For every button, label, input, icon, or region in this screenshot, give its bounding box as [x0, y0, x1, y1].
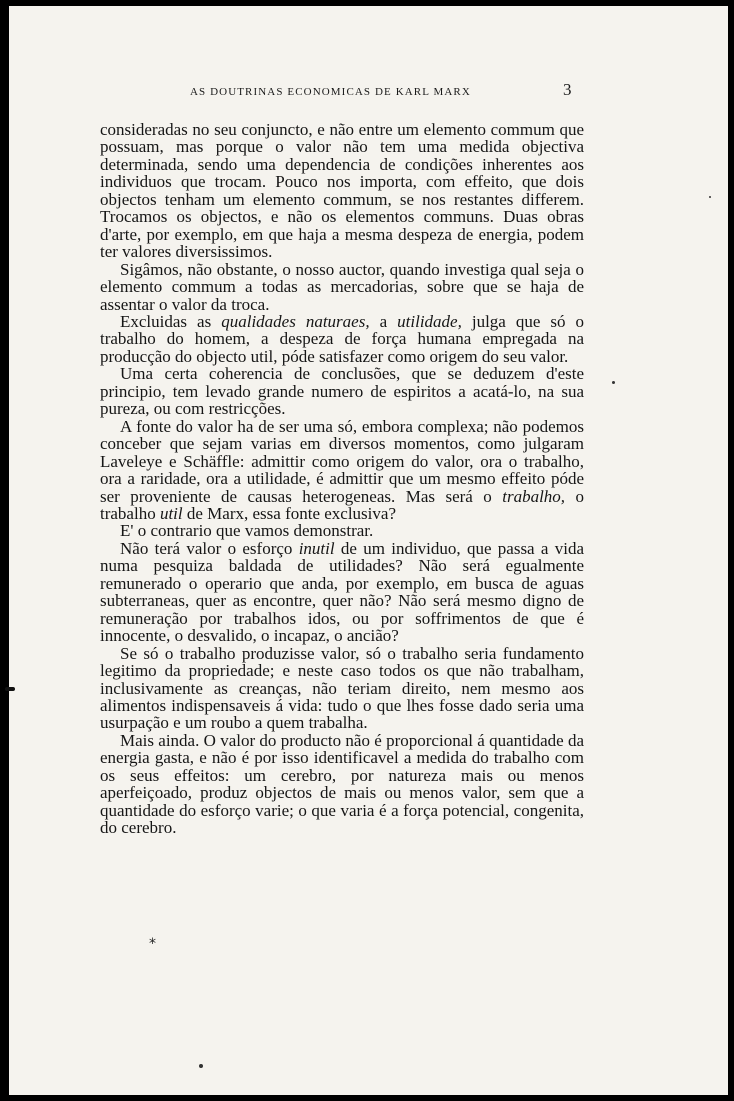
italic-run: inutil	[298, 538, 335, 558]
paragraph	[100, 365, 584, 417]
page-number: 3	[563, 80, 572, 99]
paragraph	[100, 732, 584, 837]
text-run: de um individuo, que passa a vida numa pesquiza baldada de utilidades? Não será egualmente remunerado o operario que anda, por exemplo, em busca de aguas subterraneas, quer as encontre, quer não? Não será mesmo digno de remuneração por trabalhos idos, ou por soffrimentos de que é innocente, o desvalido, o incapaz, o ancião?	[100, 538, 584, 646]
print-speck	[199, 1064, 203, 1068]
margin-mark	[5, 687, 15, 691]
footnote-asterisk: *	[149, 936, 156, 952]
italic-run: qualidades naturaes,	[221, 311, 370, 331]
text-run: A fonte do valor ha de ser uma só, embora complexa; não podemos conceber que sejam varias em diversos momentos, como julgaram Laveleye e Schäffle: admittir como origem do valor, ora o trabalho, ora a raridade, ora a utilidade, é admittir que um mesmo effeito póde ser proveniente de causas heterogeneas. Mas será o	[100, 416, 584, 506]
text-run: Se só o trabalho produzisse valor, só o trabalho seria fundamento legitimo da propriedade; e neste caso todos os que não trabalham, inclusivamente as creanças, não teriam direito, nem mesmo aos alimentos indispensaveis á vida: tudo o que lhes fosse dado seria uma usurpação e um roubo a quem trabalha.	[100, 643, 584, 733]
print-speck	[612, 381, 615, 384]
paragraph	[100, 540, 584, 645]
book-page	[9, 6, 728, 1095]
text-run: julga que só o trabalho do homem, a despeza de força humana empregada na producção do objecto util, póde satisfazer como origem do seu valor.	[100, 311, 585, 366]
text-run: de Marx, essa fonte exclusiva?	[182, 503, 396, 523]
body-text	[100, 121, 584, 837]
text-run: E' o contrario que vamos demonstrar.	[120, 521, 374, 541]
italic-run: util	[159, 503, 183, 523]
text-run: Excluidas as	[120, 311, 222, 331]
text-run: Mais ainda. O valor do producto não é proporcional á quantidade da energia gasta, e não é por isso identificavel a medida do trabalho com os seus effeitos: um cerebro, por natureza mais ou menos aperfeiçoado, produz objectos de mais ou menos valor, sem que a quantidade do esforço varie; o que varia é a força potencial, congenita, do cerebro.	[100, 730, 584, 838]
text-run: a	[369, 311, 398, 331]
paragraph	[100, 121, 584, 261]
text-run: Sigâmos, não obstante, o nosso auctor, quando investiga qual seja o elemento commum a todas as mercadorias, sobre que se haja de assentar o valor da troca.	[100, 259, 584, 314]
paragraph	[100, 261, 584, 313]
text-run: Não terá valor o esforço	[120, 538, 299, 558]
text-run: o trabalho	[100, 486, 584, 523]
italic-run: trabalho,	[502, 486, 566, 506]
text-run: consideradas no seu conjuncto, e não entre um elemento commum que possuam, mas porque o valor não tem uma medida objectiva determinada, sendo uma dependencia de condições inherentes aos individuos que trocam. Pouco nos importa, com effeito, que dois objectos tenham um elemento commum, se nos restantes differem. Trocamos os objectos, e não os elementos communs. Duas obras d'arte, por exemplo, em que haja a mesma despeza de energia, podem ter valores diversissimos.	[100, 120, 584, 262]
running-header	[9, 80, 728, 106]
paragraph	[100, 418, 584, 523]
paragraph	[100, 522, 584, 539]
paragraph	[100, 313, 584, 365]
paragraph	[100, 645, 584, 732]
running-title: AS DOUTRINAS ECONOMICAS DE KARL MARX	[190, 86, 471, 98]
text-run: Uma certa coherencia de conclusões, que se deduzem d'este principio, tem levado grande numero de espiritos a acatá-lo, na sua pureza, ou com restricções.	[100, 364, 584, 419]
italic-run: utilidade,	[397, 311, 462, 331]
print-speck	[709, 196, 711, 198]
